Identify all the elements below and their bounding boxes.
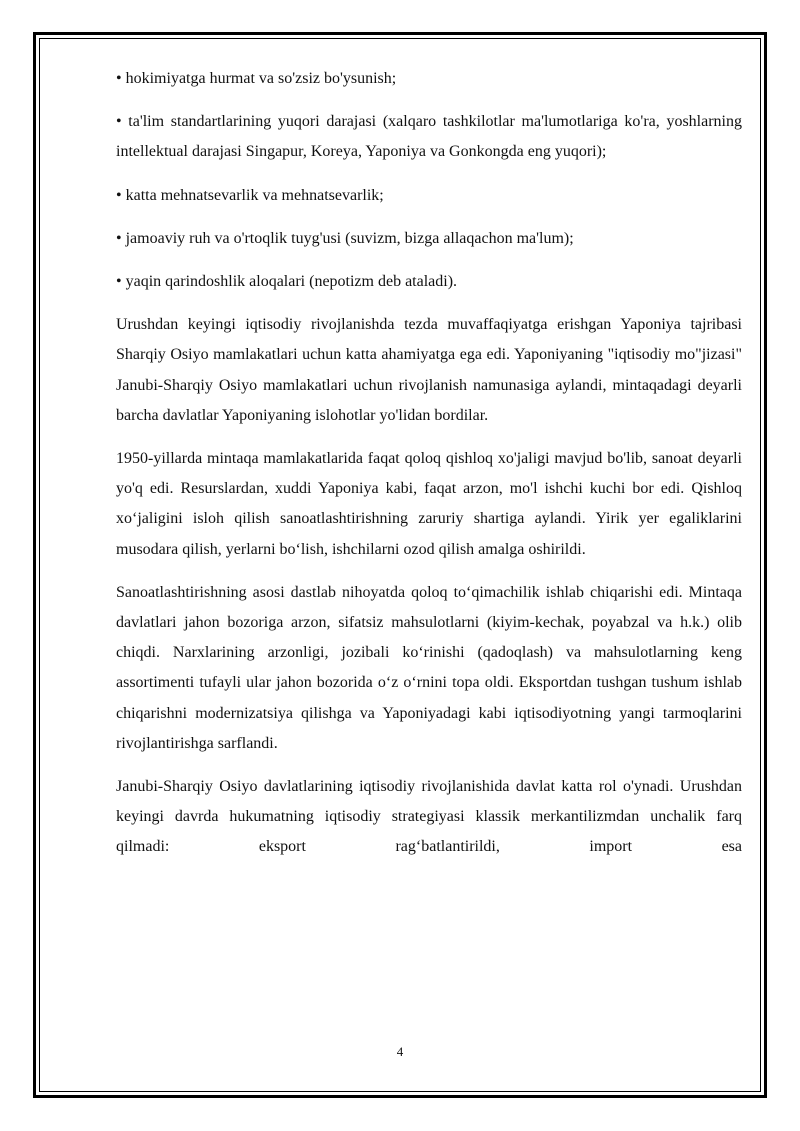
bullet-item: • katta mehnatsevarlik va mehnatsevarlik; (116, 186, 384, 204)
bullet-item: • jamoaviy ruh va o'rtoqlik tuyg'usi (suvizm, bizga allaqachon ma'lum); (116, 229, 574, 247)
paragraph: Sanoatlashtirishning asosi dastlab nihoyatda qoloq to‘qimachilik ishlab chiqarishi edi. Mintaqa davlatlari jahon bozoriga arzon, sifatsiz mahsulotlarni (kiyim-kechak, poyabzal va h.k.) olib chiqdi. Narxlarining arzonligi, jozibali ko‘rinishi (qadoqlash) va mahsulotlarning keng assortimenti tufayli ular jahon bozorida o‘z o‘rnini topa oldi. Eksportdan tushgan tushum ishlab chiqarishni modernizatsiya qilishga va Yaponiyadagi kabi iqtisodiyotning yangi tarmoqlarini rivojlantirishga sarflandi. (116, 583, 742, 752)
page-number: 4 (396, 1044, 404, 1059)
page-body (116, 64, 742, 876)
bullet-item: • yaqin qarindoshlik aloqalari (nepotizm deb ataladi). (116, 273, 458, 291)
bullet-item: • hokimiyatga hurmat va so'zsiz bo'ysunish; (116, 70, 397, 87)
bullet-item: • ta'lim standartlarining yuqori darajasi (xalqaro tashkilotlar ma'lumotlariga ko'ra, yoshlarning intellektual darajasi Singapur, Koreya, Yaponiya va Gonkongda eng yuqori); (116, 113, 742, 161)
paragraph: Urushdan keyingi iqtisodiy rivojlanishda tezda muvaffaqiyatga erishgan Yaponiya tajribasi Sharqiy Osiyo mamlakatlari uchun katta ahamiyatga ega edi. Yaponiyaning "iqtisodiy mo"jizasi" Janubi-Sharqiy Osiyo mamlakatlari uchun rivojlanish namunasiga aylandi, mintaqadagi deyarli barcha davlatlar Yaponiyaning islohotlar yo'lidan bordilar. (116, 316, 742, 424)
paragraph: Janubi-Sharqiy Osiyo davlatlarining iqtisodiy rivojlanishida davlat katta rol o'ynadi. Urushdan keyingi davrda hukumatning iqtisodiy strategiyasi klassik merkantilizmdan unchalik farq qilmadi: eksport rag‘batlantirildi, import esa (116, 778, 742, 856)
paragraph: 1950-yillarda mintaqa mamlakatlarida faqat qoloq qishloq xo'jaligi mavjud bo'lib, sanoat deyarli yo'q edi. Resurslardan, xuddi Yaponiya kabi, faqat arzon, mo'l ishchi kuchi bor edi. Qishloq xo‘jaligini isloh qilish sanoatlashtirishning zaruriy shartiga aylandi. Yirik yer egaliklarini musodara qilish, yerlarni bo‘lish, ishchilarni ozod qilish amalga oshirildi. (116, 450, 742, 558)
